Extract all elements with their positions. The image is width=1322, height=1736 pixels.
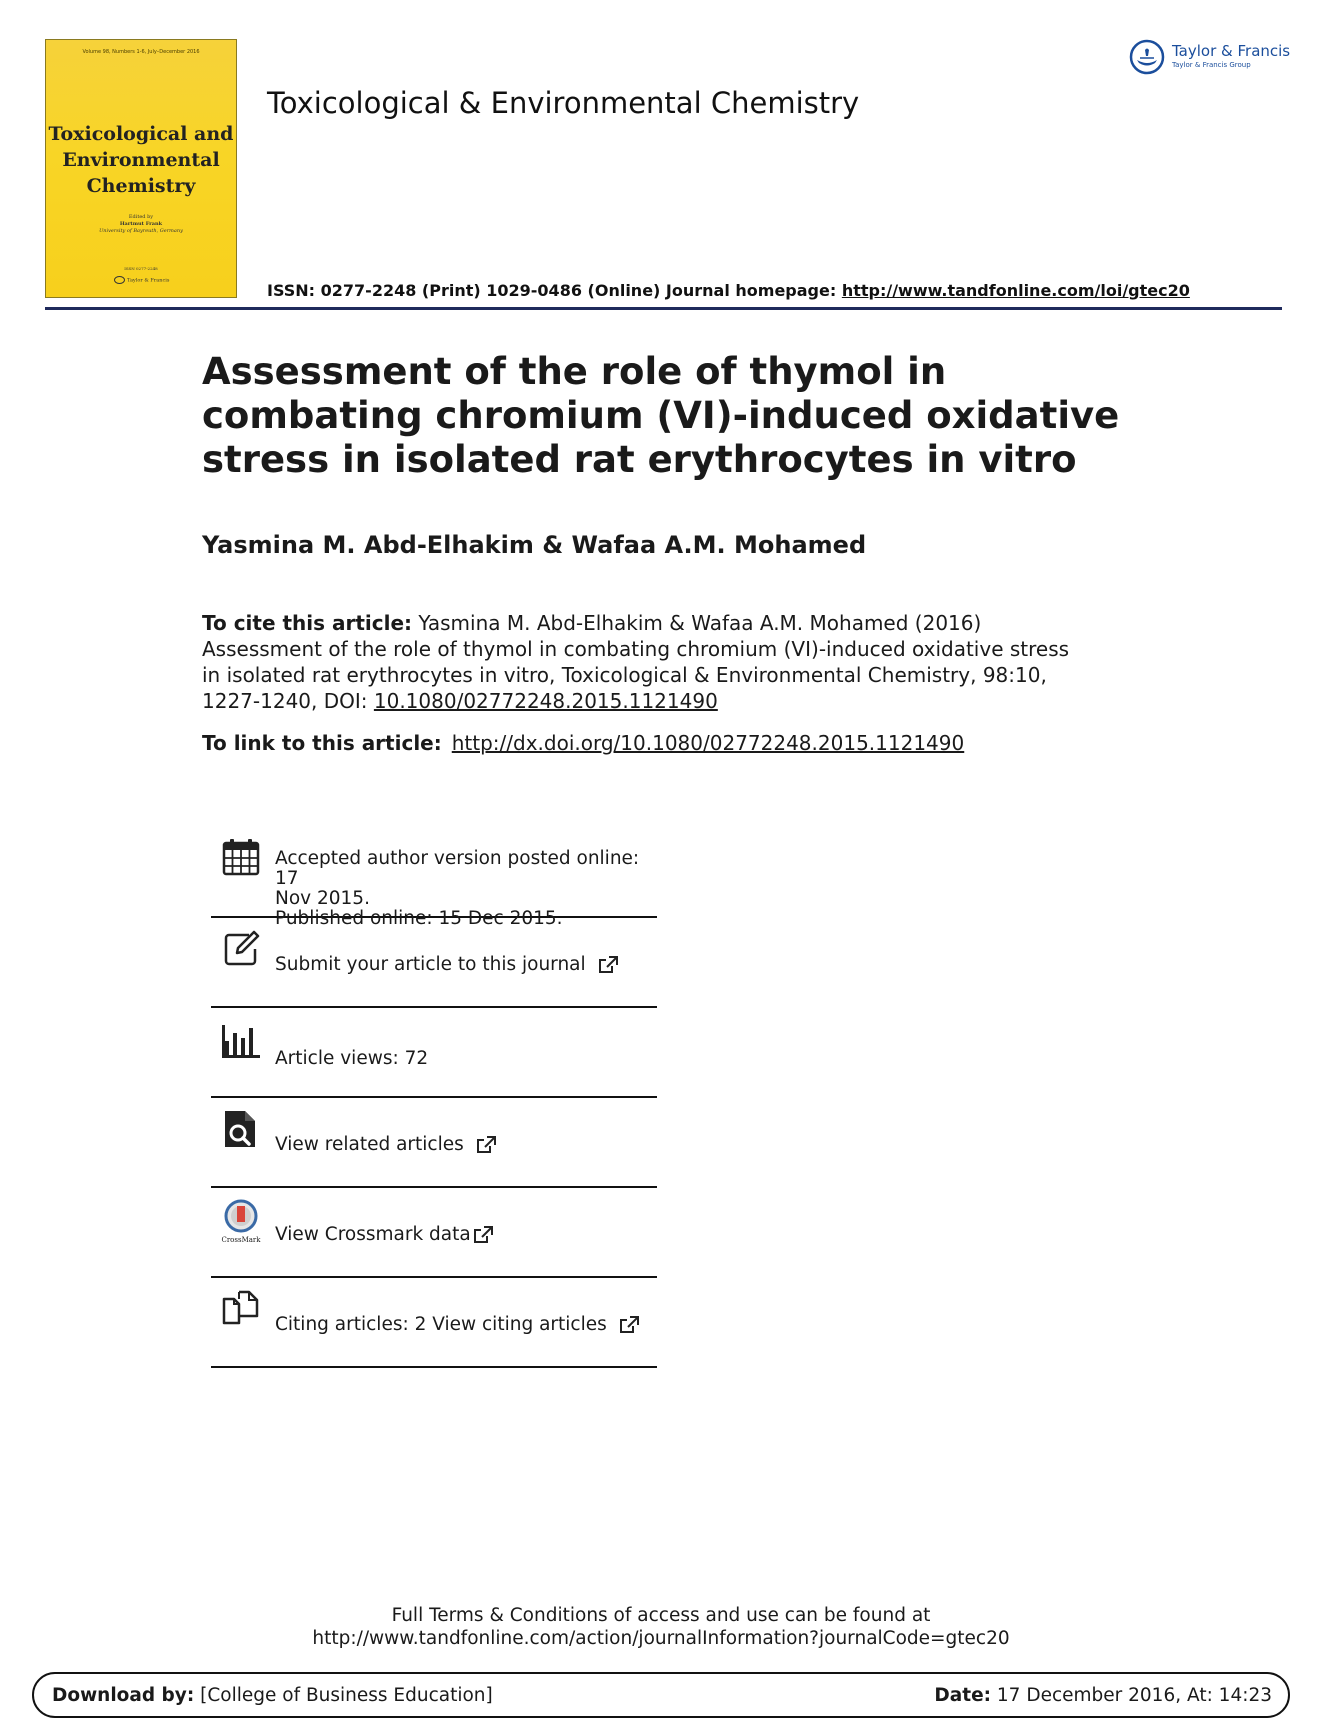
article-link-label: To link to this article: xyxy=(202,731,442,755)
cover-logo-icon xyxy=(114,276,125,284)
cover-issn: ISSN 0277-2248 xyxy=(124,266,158,271)
article-doi-url-link[interactable]: http://dx.doi.org/10.1080/02772248.2015.1121490 xyxy=(451,731,965,755)
publication-dates-text xyxy=(275,849,657,929)
journal-title: Toxicological & Environmental Chemistry xyxy=(267,86,860,120)
edit-pencil-icon xyxy=(221,929,261,969)
crossmark-icon xyxy=(221,1199,261,1233)
terms-line-1: Full Terms & Conditions of access and use can be found at xyxy=(391,1605,931,1626)
taylor-francis-logo[interactable] xyxy=(1128,38,1291,78)
terms-block xyxy=(0,1604,1322,1650)
issn-line xyxy=(267,281,1190,300)
article-link-block xyxy=(202,731,964,755)
external-link-icon xyxy=(619,1316,639,1334)
download-by xyxy=(52,1685,493,1706)
download-by-label: Download by: xyxy=(52,1685,195,1706)
citing-articles-row[interactable] xyxy=(211,1278,657,1368)
cover-affiliation: University of Bayreuth, Germany xyxy=(99,228,183,234)
citing-articles-link[interactable] xyxy=(275,1314,639,1335)
published-date: Published online: 15 Dec 2015. xyxy=(275,908,563,929)
cover-edited-by: Edited by xyxy=(128,214,154,220)
download-info-bar xyxy=(32,1672,1290,1718)
related-articles-row[interactable] xyxy=(211,1098,657,1188)
citing-articles-label: Citing articles: 2 View citing articles xyxy=(275,1314,607,1335)
copy-documents-icon xyxy=(221,1289,261,1329)
citation-block xyxy=(202,610,1082,714)
related-articles-link[interactable] xyxy=(275,1134,496,1155)
related-articles-label: View related articles xyxy=(275,1134,464,1155)
journal-homepage-link[interactable]: http://www.tandfonline.com/loi/gtec20 xyxy=(841,281,1190,300)
download-by-value: [College of Business Education] xyxy=(194,1685,493,1706)
accepted-line-1: Accepted author version posted online: 17 xyxy=(275,848,640,889)
article-views-row xyxy=(211,1008,657,1098)
header-rule xyxy=(45,307,1282,310)
article-title: Assessment of the role of thymol in combating chromium (VI)-induced oxidative stress in isolated rat erythrocytes in vitro xyxy=(202,350,1120,481)
external-link-icon xyxy=(476,1136,496,1154)
tf-logo-name: Taylor & Francis xyxy=(1172,42,1291,60)
bar-chart-icon xyxy=(221,1021,261,1061)
crossmark-logo-text: CrossMark xyxy=(221,1236,261,1244)
citation-text: Yasmina M. Abd-Elhakim & Wafaa A.M. Mohamed (2016) Assessment of the role of thymol in combating chromium (VI)-induced oxidative stress in isolated rat erythrocytes in vitro, Toxicological & Environmental Chemistry, 98:10, 1227-1240, DOI: xyxy=(202,611,1070,713)
issn-text: ISSN: 0277-2248 (Print) 1029-0486 (Online) Journal homepage: xyxy=(267,281,842,300)
terms-url[interactable]: http://www.tandfonline.com/action/journalInformation?journalCode=gtec20 xyxy=(312,1628,1010,1649)
journal-cover-image xyxy=(45,39,237,298)
download-date xyxy=(934,1685,1272,1706)
download-date-value: 17 December 2016, At: 14:23 xyxy=(991,1685,1272,1706)
external-link-icon xyxy=(473,1226,493,1244)
cover-editor: Hartmut Frank xyxy=(119,221,163,227)
crossmark-logo xyxy=(221,1199,261,1243)
cover-title: Toxicological and Environmental Chemistry xyxy=(48,123,234,197)
submit-article-row[interactable] xyxy=(211,918,657,1008)
calendar-icon xyxy=(221,837,261,877)
citation-label: To cite this article: xyxy=(202,611,413,635)
submit-article-link[interactable] xyxy=(275,954,618,975)
crossmark-link[interactable] xyxy=(275,1224,493,1245)
cover-volume-line: Volume 98, Numbers 1-6, July–December 2016 xyxy=(82,49,200,55)
cover-editor-block xyxy=(46,214,236,235)
submit-article-label: Submit your article to this journal xyxy=(275,954,586,975)
article-views-text: Article views: 72 xyxy=(275,1048,429,1069)
document-search-icon xyxy=(221,1109,261,1149)
cover-publisher-logo xyxy=(114,276,169,284)
taylor-francis-emblem-icon xyxy=(1128,38,1166,76)
citation-doi-link[interactable]: 10.1080/02772248.2015.1121490 xyxy=(373,689,718,713)
article-info-panel xyxy=(211,838,657,1368)
download-date-label: Date: xyxy=(934,1685,992,1706)
accepted-line-2: Nov 2015. xyxy=(275,888,370,909)
crossmark-row[interactable] xyxy=(211,1188,657,1278)
crossmark-label: View Crossmark data xyxy=(275,1224,471,1245)
cover-publisher: Taylor & Francis xyxy=(127,277,170,284)
external-link-icon xyxy=(598,956,618,974)
article-authors: Yasmina M. Abd-Elhakim & Wafaa A.M. Mohamed xyxy=(202,531,867,559)
publication-dates-row xyxy=(211,838,657,929)
tf-logo-sub: Taylor & Francis Group xyxy=(1172,61,1251,69)
